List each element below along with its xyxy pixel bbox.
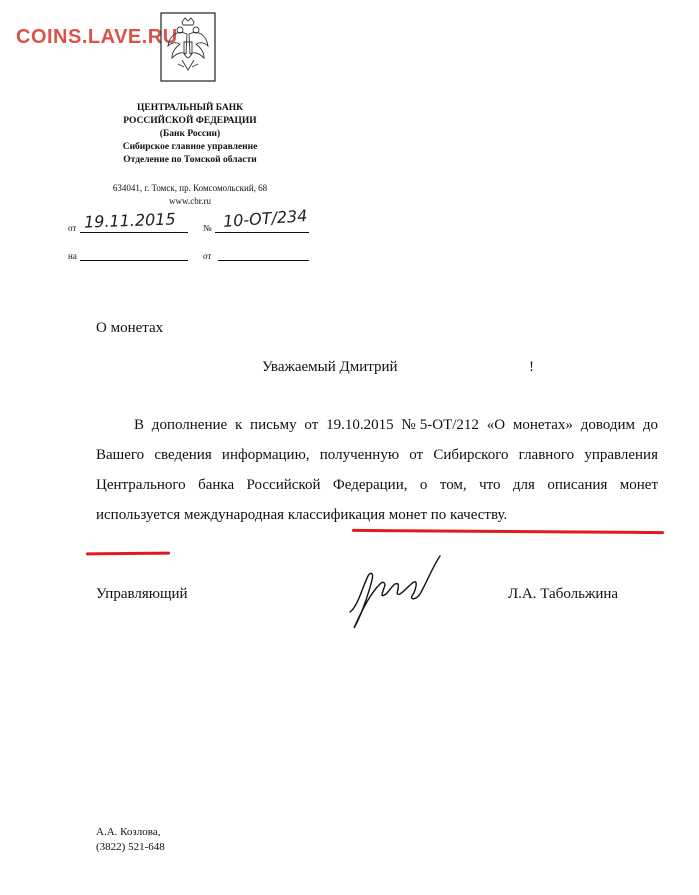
handwritten-date: 19.11.2015 xyxy=(83,209,176,232)
greeting-exclamation: ! xyxy=(529,359,534,375)
main-paragraph xyxy=(96,410,658,530)
signature-title: Управляющий xyxy=(96,586,188,602)
executor-name: А.А. Козлова, xyxy=(96,826,161,838)
coat-of-arms-emblem xyxy=(160,12,216,82)
paragraph-text-start: В дополнение к письму от 19.10.2015 №5-ОТ/212 «О монетах» доводим до Вашего сведения информацию, полученную от Сибирского главного управления Центрального банка Российской Федерации, о том, что для описания монет используется xyxy=(96,417,658,523)
handwritten-signature xyxy=(340,548,450,638)
handwritten-number: 10-ОТ/234 xyxy=(222,206,308,231)
executor-phone: (3822) 521-648 xyxy=(96,841,165,853)
bank-name-line2: РОССИЙСКОЙ ФЕДЕРАЦИИ xyxy=(123,116,257,126)
highlighted-phrase: международная классификация монет по качеству xyxy=(183,507,504,523)
date-line xyxy=(80,232,188,233)
red-underline-2 xyxy=(86,552,170,556)
bank-name-line1: ЦЕНТРАЛЬНЫЙ БАНК xyxy=(136,103,244,113)
address-website: www.cbr.ru xyxy=(169,196,211,206)
on-label: на xyxy=(68,251,77,261)
subject-line: О монетах xyxy=(96,320,164,336)
of-label: от xyxy=(203,251,212,261)
on-line xyxy=(80,260,188,261)
number-line xyxy=(215,232,309,233)
department-name: Сибирское главное управление xyxy=(122,142,258,152)
of-line xyxy=(218,260,309,261)
watermark-text: COINS.LAVE.RU xyxy=(16,26,178,48)
branch-name: Отделение по Томской области xyxy=(123,155,257,165)
from-label: от xyxy=(68,223,77,233)
signatory-name: Л.А. Табольжина xyxy=(508,586,619,602)
paragraph-text-end: . xyxy=(503,507,508,523)
address-street: 634041, г. Томск, пр. Комсомольский, 68 xyxy=(112,183,268,193)
greeting: Уважаемый Дмитрий xyxy=(262,359,398,375)
number-label: № xyxy=(203,223,212,233)
bank-name-line3: (Банк России) xyxy=(159,129,221,139)
